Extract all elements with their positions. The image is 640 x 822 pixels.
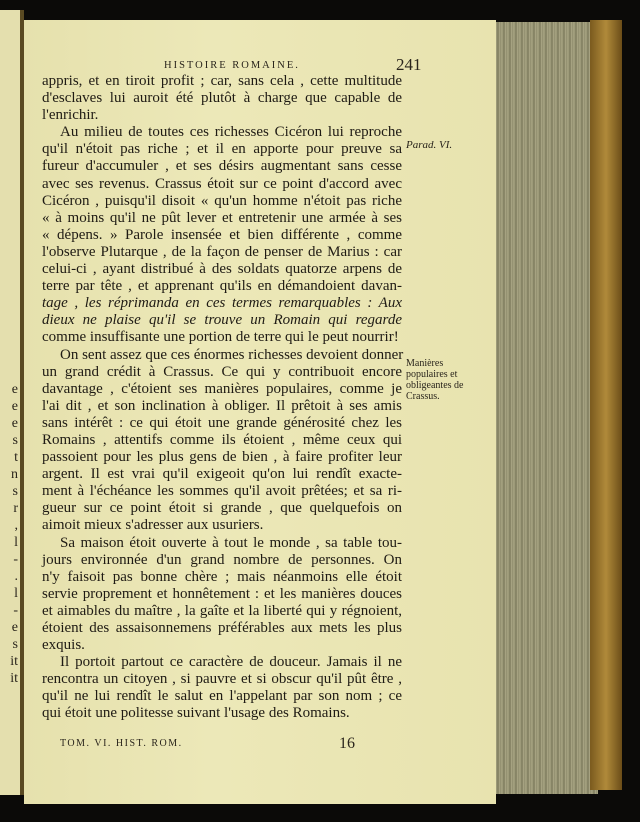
- running-title: HISTOIRE ROMAINE.: [164, 60, 300, 71]
- text-line: passoient pour les plus gens de bien , à faire profiter leur: [42, 449, 402, 466]
- facing-page-fragment: it: [10, 671, 18, 686]
- facing-page-fragment: s: [12, 433, 18, 448]
- facing-page-fragment: e: [11, 416, 18, 431]
- text-line: celui-ci , ayant distribué à des soldats quatorze arpens de: [42, 261, 402, 278]
- text-line: n'y faisoit pas bonne chère ; mais néanmoins elle étoit: [42, 568, 402, 585]
- facing-page-fragment: .: [14, 569, 18, 584]
- text-line: dieux ne plaise qu'il se trouve un Romain qui regarde: [42, 312, 402, 329]
- text-line: ment à l'échéance les sommes qu'il avoit prêtées; et sa ri-: [42, 483, 402, 500]
- facing-page-fragment: l: [14, 535, 18, 550]
- text-line: rencontra un citoyen , si pauvre et si obscur qu'il pût être ,: [42, 671, 402, 688]
- text-line: l'enrichir.: [42, 107, 99, 124]
- text-line: terre par tête , et apprenant qu'ils en démandoient davan-: [42, 278, 402, 295]
- facing-page-fragment: e: [11, 620, 18, 635]
- text-line: Au milieu de toutes ces richesses Cicéron lui reproche: [60, 124, 402, 141]
- signature-line: TOM. VI. HIST. ROM.: [60, 738, 183, 749]
- facing-page-fragment: e: [11, 382, 18, 397]
- text-line: d'esclaves lui auroit été plutôt à charge que capable de: [42, 90, 402, 107]
- text-line: Sa maison étoit ouverte à tout le monde , sa table tou-: [60, 534, 402, 551]
- text-line: sans intérêt : ce qui étoit une grande générosité chez les: [42, 414, 402, 431]
- page-number: 241: [396, 55, 422, 74]
- text-line: tage , les réprimanda en ces termes remarquables : Aux: [42, 295, 402, 312]
- facing-page-fragment: s: [12, 637, 18, 652]
- page-edges-stack: [494, 22, 598, 794]
- text-line: et aimables du maître , la gaîte et la liberté qui y régnoient,: [42, 602, 402, 619]
- book-page: [24, 20, 496, 804]
- facing-page-fragment: n: [11, 467, 18, 482]
- text-line: aimoit mieux s'adresser aux usuriers.: [42, 517, 264, 534]
- text-line: qui étoit une politesse suivant l'usage des Romains.: [42, 705, 350, 722]
- facing-page-fragment: it: [10, 654, 18, 669]
- margin-note-parad: Parad. VI.: [406, 139, 453, 151]
- facing-page-fragment: -: [13, 603, 18, 618]
- text-line: Il portoit partout ce caractère de douceur. Jamais il ne: [60, 654, 402, 671]
- text-line: gueur sur ce point étoit si grande , que quelquefois on: [42, 500, 402, 517]
- text-line: « dépens. » Parole insensée et bien différente , comme: [42, 226, 402, 243]
- text-line: exquis.: [42, 637, 85, 654]
- text-line: « à moins qu'il ne pût lever et entretenir une armée à ses: [42, 209, 402, 226]
- facing-page-fragment: s: [12, 484, 18, 499]
- text-line: On sent assez que ces énormes richesses devoient donner: [60, 346, 404, 363]
- book-cover-edge: [590, 20, 622, 790]
- facing-page-fragment: l: [14, 586, 18, 601]
- text-line: l'ai dit , et son inclination à obliger. Il prêtoit à ses amis: [42, 397, 402, 414]
- text-line: un grand crédit à Crassus. Ce qui y contribuoit encore: [42, 363, 402, 380]
- facing-page-fragment: r: [13, 501, 18, 516]
- text-line: argent. Il est vrai qu'il exigeoit qu'on lui rendît exacte-: [42, 466, 402, 483]
- facing-page-fragment: ,: [14, 518, 18, 533]
- text-line: jours environnée d'un grand nombre de personnes. On: [42, 551, 402, 568]
- text-line: étoient des assaisonnemens préférables aux mets les plus: [42, 620, 402, 636]
- signature-number: 16: [339, 735, 355, 752]
- text-line: appris, et en tiroit profit ; car, sans cela , cette multitude: [42, 73, 402, 89]
- text-line: Romains , attentifs comme ils étoient , même ceux qui: [42, 431, 402, 448]
- text-line: fureur d'accumuler , et ses désirs augmentant sans cesse: [42, 158, 402, 175]
- text-line: comme insuffisante une portion de terre qui le peut nourrir!: [42, 329, 399, 346]
- margin-note-crassus: Manières populaires et obligeantes de Crassus.: [406, 358, 464, 402]
- text-line: davantage , c'étoient ses manières populaires, comme je: [42, 380, 402, 397]
- text-line: servie proprement et honnêtement : et les manières douces: [42, 585, 402, 602]
- text-line: avec ses revenus. Crassus étoit sur ce point d'accord avec: [42, 175, 402, 192]
- text-line: qu'il n'étoit pas riche ; et il en apporte pour preuve sa: [42, 141, 402, 158]
- text-line: qu'il ne lui rendît le salut en l'appelant par son nom ; ce: [42, 688, 402, 705]
- facing-page-fragment: t: [14, 450, 18, 465]
- text-line: Cicéron , puisqu'il disoit « qu'un homme n'étoit pas riche: [42, 192, 402, 209]
- facing-page-edge: [0, 10, 22, 795]
- facing-page-fragment: e: [11, 399, 18, 414]
- facing-page-fragment: -: [13, 552, 18, 567]
- body-text: [42, 73, 402, 723]
- text-line: l'observe Plutarque , de la façon de penser de Marius : car: [42, 243, 402, 260]
